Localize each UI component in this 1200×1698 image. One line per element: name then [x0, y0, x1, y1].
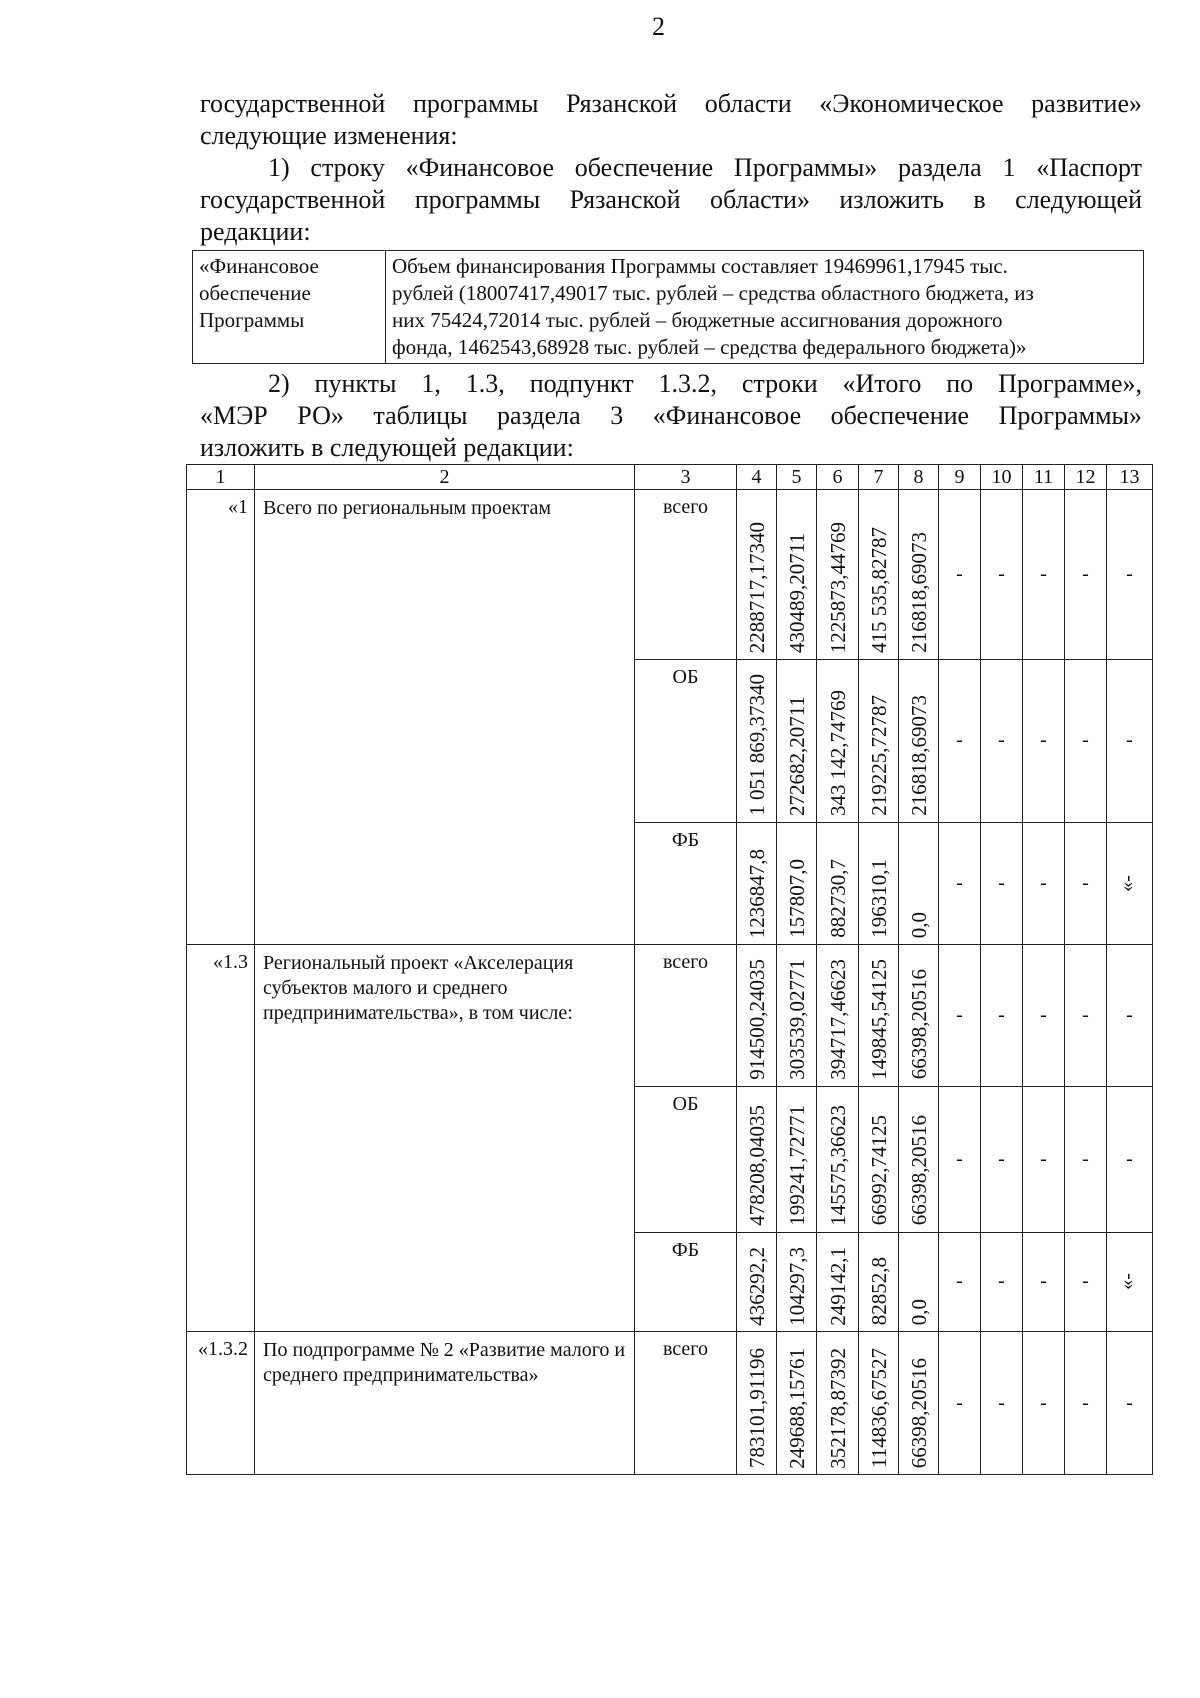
amount-cell — [777, 944, 817, 1086]
funding-source-cell: всего — [635, 490, 737, 660]
amount-value: 219225,72787 — [866, 695, 891, 816]
amount-value: 1236847,8 — [744, 848, 769, 938]
empty-value-cell — [1107, 490, 1153, 660]
amount-cell — [737, 660, 777, 823]
dash-mark: - — [956, 1003, 963, 1026]
amount-value: 303539,02771 — [784, 958, 809, 1080]
dash-mark: - — [998, 1003, 1005, 1026]
empty-value-cell — [1107, 1332, 1153, 1475]
item-name-cell: Региональный проект «Акселерация субъектов малого и среднего предпринимательства», в том числе: — [255, 944, 635, 1332]
item-2-line: 2) пункты 1, 1.3, подпункт 1.3.2, строки «Итого по Программе», — [268, 369, 1142, 398]
dash-mark: - — [1040, 1391, 1047, 1414]
amount-value: 436292,2 — [744, 1246, 769, 1326]
item-name-cell: Всего по региональным проектам — [255, 490, 635, 945]
empty-value-cell — [1065, 944, 1107, 1086]
amount-cell — [777, 1232, 817, 1332]
amount-value: 66398,20516 — [906, 1358, 931, 1469]
dash-mark: - — [1040, 1003, 1047, 1026]
empty-value-cell — [981, 490, 1023, 660]
table-header-row — [187, 465, 1153, 490]
intro-line: государственной программы Рязанской области «Экономическое развитие» — [200, 89, 1142, 118]
empty-value-cell — [939, 1232, 981, 1332]
amount-value: 145575,36623 — [825, 1104, 850, 1226]
empty-value-cell — [1065, 1086, 1107, 1232]
passport-text-line: рублей (18007417,49017 тыс. рублей – средства областного бюджета, из — [392, 281, 1034, 305]
funding-source-cell: ФБ — [635, 1232, 737, 1332]
funding-source-cell: всего — [635, 1332, 737, 1475]
column-header: 2 — [255, 465, 635, 490]
amount-cell — [737, 1086, 777, 1232]
item-2-line: изложить в следующей редакции: — [200, 433, 574, 462]
amount-value: 199241,72771 — [784, 1104, 809, 1226]
amount-cell — [899, 944, 939, 1086]
amount-cell — [817, 1086, 859, 1232]
amount-value: 114836,67527 — [866, 1348, 891, 1469]
amount-cell — [817, 1332, 859, 1475]
dash-mark: - — [1082, 1270, 1089, 1293]
item-name-cell: По подпрограмме № 2 «Развитие малого и среднего предпринимательства» — [255, 1332, 635, 1475]
amount-value: 66992,74125 — [866, 1115, 891, 1226]
amount-value: 104297,3 — [784, 1246, 809, 1326]
empty-value-cell — [939, 490, 981, 660]
amount-cell — [777, 1086, 817, 1232]
table-row — [187, 490, 1153, 660]
empty-value-cell — [1023, 1332, 1065, 1475]
passport-table — [192, 250, 1144, 364]
dash-mark: - — [1082, 1147, 1089, 1170]
column-header: 13 — [1107, 465, 1153, 490]
empty-value-cell — [939, 944, 981, 1086]
empty-value-cell — [981, 1232, 1023, 1332]
empty-value-cell — [1065, 1232, 1107, 1332]
item-1-line: государственной программы Рязанской области» изложить в следующей — [200, 185, 1142, 214]
amount-value: 1225873,44769 — [825, 521, 850, 653]
item-1-line: 1) строку «Финансовое обеспечение Программы» раздела 1 «Паспорт — [268, 153, 1142, 182]
amount-cell — [859, 1232, 899, 1332]
column-header: 10 — [981, 465, 1023, 490]
passport-label-line: «Финансовое — [199, 254, 319, 278]
dash-mark: - — [1126, 1003, 1133, 1026]
amount-value: 478208,04035 — [744, 1104, 769, 1226]
page-number: 2 — [652, 12, 665, 41]
intro-paragraph — [200, 88, 1142, 152]
amount-cell — [737, 822, 777, 944]
funding-source-cell: ОБ — [635, 660, 737, 823]
dash-mark: - — [1040, 563, 1047, 585]
amount-cell — [777, 660, 817, 823]
empty-value-cell — [981, 822, 1023, 944]
dash-mark: - — [1126, 729, 1133, 752]
table-row — [187, 1332, 1153, 1475]
column-header: 11 — [1023, 465, 1065, 490]
dash-mark: - — [1040, 1270, 1047, 1293]
item-2-paragraph — [200, 368, 1142, 464]
empty-value-cell — [1023, 1086, 1065, 1232]
item-code-cell: «1 — [187, 490, 255, 945]
dash-mark: - — [1082, 563, 1089, 585]
amount-value: 196310,1 — [866, 859, 891, 938]
amount-value: 82852,8 — [866, 1257, 891, 1326]
amount-value: 882730,7 — [825, 859, 850, 938]
amount-cell — [899, 1232, 939, 1332]
amount-cell — [737, 944, 777, 1086]
amount-value: 272682,20711 — [784, 695, 809, 816]
dash-mark: - — [956, 1147, 963, 1170]
dash-mark: - — [998, 1391, 1005, 1414]
empty-value-cell — [1065, 490, 1107, 660]
amount-value: 352178,87392 — [825, 1347, 850, 1469]
empty-value-cell — [1023, 660, 1065, 823]
amount-cell — [777, 1332, 817, 1475]
amount-cell — [859, 1332, 899, 1475]
amount-value: 216818,69073 — [906, 695, 931, 816]
column-header: 1 — [187, 465, 255, 490]
dash-mark: -» — [1118, 1273, 1141, 1291]
amount-cell — [817, 490, 859, 660]
amount-value: 914500,24035 — [744, 958, 769, 1080]
empty-value-cell — [981, 944, 1023, 1086]
column-header: 6 — [817, 465, 859, 490]
amount-cell — [777, 822, 817, 944]
dash-mark: - — [1126, 1147, 1133, 1170]
amount-cell — [859, 822, 899, 944]
amount-value: 783101,91196 — [744, 1348, 769, 1469]
empty-value-cell — [939, 660, 981, 823]
column-header: 12 — [1065, 465, 1107, 490]
funding-source-cell: ФБ — [635, 822, 737, 944]
empty-value-cell — [981, 660, 1023, 823]
dash-mark: - — [998, 729, 1005, 752]
column-header: 3 — [635, 465, 737, 490]
column-header: 9 — [939, 465, 981, 490]
empty-value-cell — [1065, 822, 1107, 944]
amount-value: 1 051 869,37340 — [744, 674, 769, 816]
passport-row — [193, 251, 1144, 364]
empty-value-cell — [1107, 822, 1153, 944]
empty-value-cell — [981, 1332, 1023, 1475]
amount-cell — [737, 1232, 777, 1332]
column-header: 4 — [737, 465, 777, 490]
empty-value-cell — [1107, 944, 1153, 1086]
amount-value: 0,0 — [906, 911, 931, 938]
empty-value-cell — [1107, 1232, 1153, 1332]
dash-mark: - — [956, 1270, 963, 1293]
amount-cell — [817, 944, 859, 1086]
dash-mark: - — [956, 1391, 963, 1414]
amount-value: 249688,15761 — [784, 1347, 809, 1469]
amount-value: 343 142,74769 — [825, 689, 850, 816]
item-1-paragraph — [200, 152, 1142, 248]
item-code-cell: «1.3 — [187, 944, 255, 1332]
amount-cell — [859, 1086, 899, 1232]
dash-mark: - — [956, 871, 963, 894]
amount-cell — [817, 660, 859, 823]
empty-value-cell — [1023, 822, 1065, 944]
amount-cell — [899, 822, 939, 944]
dash-mark: - — [1082, 729, 1089, 752]
amount-cell — [899, 1332, 939, 1475]
dash-mark: - — [1040, 1147, 1047, 1170]
amount-cell — [899, 660, 939, 823]
empty-value-cell — [1023, 490, 1065, 660]
amount-cell — [737, 1332, 777, 1475]
empty-value-cell — [939, 822, 981, 944]
amount-value: 415 535,82787 — [866, 527, 891, 653]
amount-value: 2288717,17340 — [744, 521, 769, 653]
amount-value: 66398,20516 — [906, 969, 931, 1080]
funding-source-cell: ОБ — [635, 1086, 737, 1232]
column-header: 7 — [859, 465, 899, 490]
empty-value-cell — [939, 1332, 981, 1475]
amount-value: 149845,54125 — [866, 958, 891, 1080]
empty-value-cell — [1107, 660, 1153, 823]
column-header: 8 — [899, 465, 939, 490]
amount-value: 216818,69073 — [906, 532, 931, 653]
amount-cell — [777, 490, 817, 660]
dash-mark: - — [998, 1270, 1005, 1293]
amount-cell — [899, 1086, 939, 1232]
empty-value-cell — [981, 1086, 1023, 1232]
dash-mark: - — [998, 1147, 1005, 1170]
dash-mark: -» — [1118, 874, 1141, 892]
passport-label-line: обеспечение — [199, 281, 311, 305]
dash-mark: - — [1040, 729, 1047, 752]
dash-mark: - — [956, 563, 963, 585]
amount-cell — [899, 490, 939, 660]
item-1-line: редакции: — [200, 217, 311, 246]
financing-table — [186, 464, 1153, 1475]
amount-value: 157807,0 — [784, 859, 809, 938]
passport-text-line: них 75424,72014 тыс. рублей – бюджетные ассигнования дорожного — [392, 308, 1003, 332]
dash-mark: - — [998, 563, 1005, 585]
dash-mark: - — [1126, 563, 1133, 585]
amount-cell — [817, 1232, 859, 1332]
amount-cell — [859, 490, 899, 660]
empty-value-cell — [1065, 1332, 1107, 1475]
passport-text-cell — [386, 251, 1144, 364]
amount-value: 394717,46623 — [825, 958, 850, 1080]
passport-text-line: Объем финансирования Программы составляет 19469961,17945 тыс. — [392, 254, 1008, 278]
item-2-line: «МЭР РО» таблицы раздела 3 «Финансовое обеспечение Программы» — [200, 401, 1142, 430]
dash-mark: - — [1040, 871, 1047, 894]
amount-value: 430489,20711 — [784, 533, 809, 653]
item-code-cell: «1.3.2 — [187, 1332, 255, 1475]
empty-value-cell — [1107, 1086, 1153, 1232]
empty-value-cell — [1065, 660, 1107, 823]
empty-value-cell — [1023, 1232, 1065, 1332]
column-header: 5 — [777, 465, 817, 490]
passport-label-cell — [193, 251, 386, 364]
passport-text-line: фонда, 1462543,68928 тыс. рублей – средства федерального бюджета)» — [392, 335, 1027, 359]
amount-cell — [859, 944, 899, 1086]
passport-label-line: Программы — [199, 308, 305, 332]
empty-value-cell — [939, 1086, 981, 1232]
dash-mark: - — [998, 871, 1005, 894]
amount-cell — [737, 490, 777, 660]
amount-value: 0,0 — [906, 1299, 931, 1326]
dash-mark: - — [1082, 1003, 1089, 1026]
intro-line: следующие изменения: — [200, 121, 458, 150]
amount-cell — [859, 660, 899, 823]
table-row — [187, 944, 1153, 1086]
dash-mark: - — [1126, 1391, 1133, 1414]
dash-mark: - — [1082, 1391, 1089, 1414]
dash-mark: - — [1082, 871, 1089, 894]
funding-source-cell: всего — [635, 944, 737, 1086]
amount-value: 249142,1 — [825, 1246, 850, 1326]
dash-mark: - — [956, 729, 963, 752]
empty-value-cell — [1023, 944, 1065, 1086]
amount-cell — [817, 822, 859, 944]
amount-value: 66398,20516 — [906, 1115, 931, 1226]
